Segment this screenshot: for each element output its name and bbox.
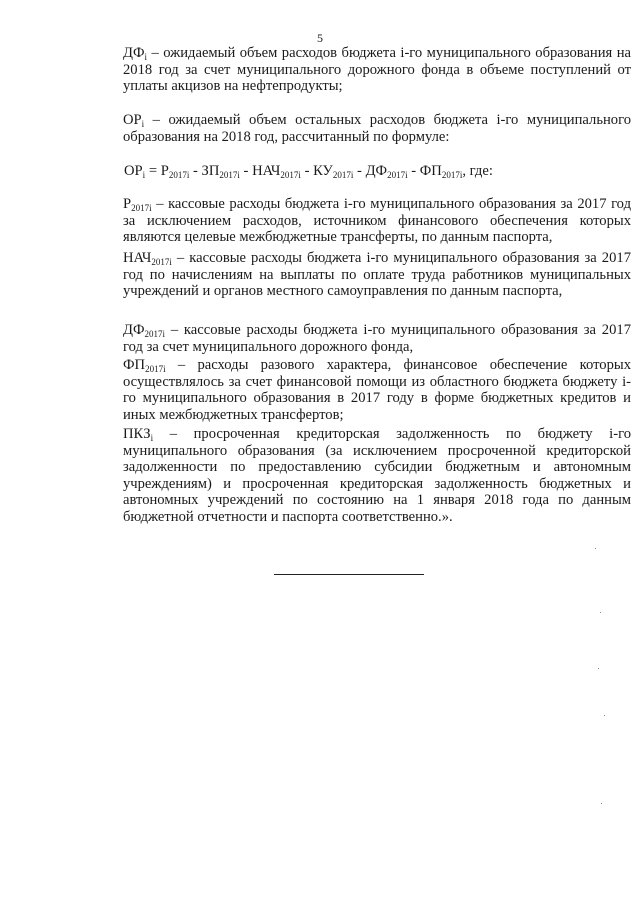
subscript: 2017i	[145, 364, 166, 374]
closing-rule	[274, 574, 424, 575]
formula-term-df: ДФ	[365, 163, 388, 179]
formula-term-nach: НАЧ	[252, 163, 281, 179]
symbol-df: ДФ	[123, 45, 145, 61]
subscript: 2017i	[387, 170, 408, 180]
symbol-p: Р	[123, 196, 132, 212]
definition-text: – ожидаемый объем остальных расходов бюджета i-го муниципального образования на 2018 год, рассчитанный по формуле:	[123, 112, 631, 145]
symbol-nach: НАЧ	[123, 250, 152, 266]
subscript: i	[150, 433, 154, 443]
subscript: i	[144, 52, 148, 62]
subscript: 2017i	[441, 170, 463, 180]
symbol-df: ДФ	[123, 322, 145, 338]
subscript: 2017i	[131, 203, 152, 213]
paragraph-pkz-definition	[90, 426, 631, 526]
definition-text: – ожидаемый объем расходов бюджета i-го муниципального образования на 2018 год за счет муниципального дорожного фонда в объеме поступлений от уплаты акцизов на нефтепродукты;	[123, 45, 631, 95]
formula-term-zp: ЗП	[201, 163, 220, 179]
paragraph-fp-definition	[90, 357, 631, 423]
formula-tail: , где:	[462, 163, 493, 179]
subscript: 2017i	[280, 170, 301, 180]
definition-text: – кассовые расходы бюджета i-го муниципального образования за 2017 год за счет муниципального дорожного фонда,	[123, 322, 631, 355]
scan-speck	[604, 715, 605, 716]
formula-term-ku: КУ	[313, 163, 333, 179]
formula-term-fp: ФП	[419, 163, 442, 179]
subscript: 2017i	[332, 170, 354, 180]
scan-speck	[601, 803, 602, 804]
definition-text: – кассовые расходы бюджета i-го муниципального образования за 2017 год по начислениям на выплаты по оплате труда работников муниципальных учреждений и органов местного самоуправления по данным паспорта,	[123, 250, 631, 300]
scan-speck	[595, 548, 596, 549]
paragraph-df-definition	[90, 45, 631, 95]
definition-text: – расходы разового характера, финансовое обеспечение которых осуществлялось за счет финансовой помощи из областного бюджета бюджету i-го муниципального образования в 2017 году в форме бюджетных кредитов и иных межбюджетных трансфертов;	[123, 357, 631, 423]
subscript: 2017i	[151, 257, 172, 267]
subscript: i	[142, 170, 146, 180]
paragraph-p-definition	[90, 196, 631, 246]
scan-speck	[598, 668, 599, 669]
paragraph-df2017-definition	[90, 322, 631, 355]
page-number: 5	[317, 31, 323, 45]
symbol-fp: ФП	[123, 357, 146, 373]
definition-text: – просроченная кредиторская задолженность по бюджету i-го муниципального образования (за исключением просроченной кредиторской задолженности по предоставлению субсидии бюджетным и автономным учреждениям) и просроченная кредиторская задолженность бюджетных и автономных учреждений по состоянию на 1 января 2018 года по данным бюджетной отчетности и паспорта соответственно.».	[123, 426, 631, 525]
subscript: 2017i	[144, 329, 166, 339]
paragraph-nach-definition	[90, 250, 631, 300]
subscript: 2017i	[219, 170, 240, 180]
formula-or: $ОР_i = Р_{2017i} - ЗП_{2017i} - НАЧ_{2017i} - КУ_{2017i} - ДФ_{2017i} - ФП_{2017i}$, где:	[124, 163, 493, 180]
formula-term-p: Р	[160, 163, 169, 179]
subscript: 2017i	[168, 170, 190, 180]
definition-text: – кассовые расходы бюджета i-го муниципального образования за 2017 год за исключением расходов, источником финансового обеспечения которых являются целевые межбюджетные трансферты, по данным паспорта,	[123, 196, 631, 246]
symbol-or: ОР	[123, 112, 142, 128]
symbol-pkz: ПКЗ	[123, 426, 151, 442]
subscript: i	[141, 119, 145, 129]
scan-speck	[600, 612, 601, 613]
paragraph-or-definition	[90, 112, 631, 145]
formula-lhs: ОР	[124, 163, 143, 179]
